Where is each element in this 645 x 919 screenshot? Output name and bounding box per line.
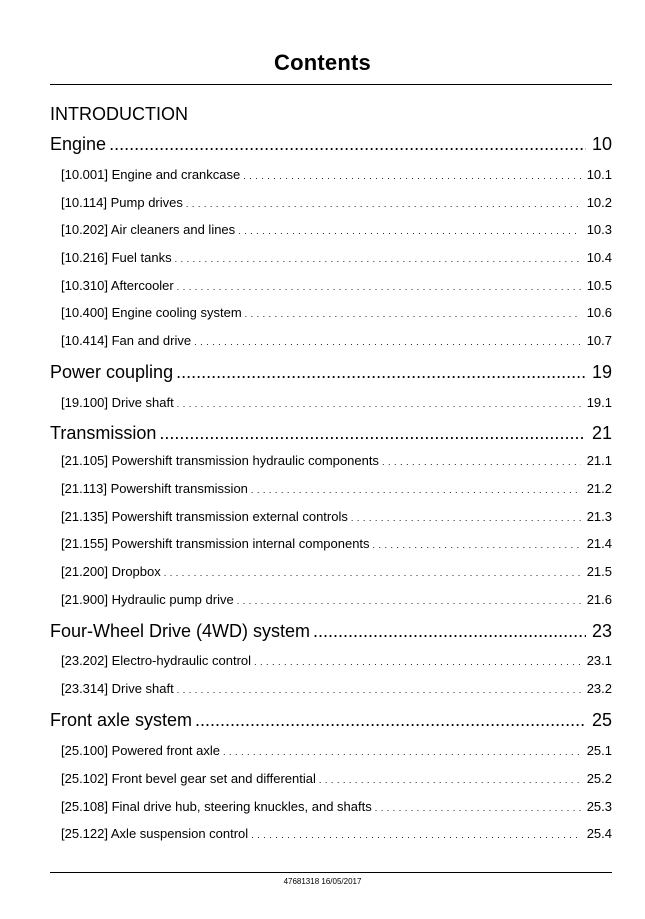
toc-entry[interactable] [61,395,612,410]
toc-entry-label: [21.155] Powershift transmission internal components [61,536,370,551]
toc-entry[interactable] [61,743,612,758]
dot-leader [177,685,581,695]
bottom-divider [50,872,612,873]
toc-entry-label: [19.100] Drive shaft [61,395,174,410]
toc-section-page: 23 [591,621,612,641]
toc-entry-page: 21.3 [586,509,612,524]
dot-leader [351,513,581,523]
page-title: Contents [274,50,371,75]
toc-entry-page: 10.4 [586,250,612,265]
toc-entry-page: 10.3 [586,222,612,237]
toc-entry[interactable] [61,305,612,320]
toc-entry-page: 25.3 [586,799,612,814]
toc-section-4wd-system[interactable] [50,621,612,642]
toc-entry[interactable] [61,195,612,210]
toc-section-front-axle-system[interactable] [50,710,612,731]
toc-entry-label: [10.202] Air cleaners and lines [61,222,236,237]
toc-entry[interactable] [61,167,612,182]
dot-leader [223,747,581,757]
toc-entry[interactable] [61,481,612,496]
dot-leader [109,134,586,155]
top-divider [50,84,612,85]
toc-section-engine[interactable] [50,134,612,155]
toc-entry-page: 10.2 [586,195,612,210]
toc-entry[interactable] [61,222,612,237]
dot-leader [237,596,581,606]
toc-section-page: 25 [591,710,612,730]
toc-entry-page: 21.4 [586,536,612,551]
toc-entry[interactable] [61,333,612,348]
toc-entry-label: [23.314] Drive shaft [61,681,174,696]
toc-entry-label: [21.900] Hydraulic pump drive [61,592,234,607]
toc-entry-page: 10.1 [586,167,612,182]
toc-entry-label: [21.105] Powershift transmission hydraulic components [61,453,379,468]
toc-entry-label: [10.414] Fan and drive [61,333,192,348]
toc-entry-page: 10.6 [586,305,612,320]
dot-leader [238,226,581,236]
intro-heading: INTRODUCTION [50,104,188,124]
dot-leader [319,775,581,785]
toc-entry[interactable] [61,771,612,786]
dot-leader [195,710,586,731]
toc-entry-label: [25.100] Powered front axle [61,743,220,758]
toc-entry[interactable] [61,250,612,265]
toc-section-page: 19 [591,362,612,382]
toc-section-transmission[interactable] [50,423,612,444]
toc-entry[interactable] [61,592,612,607]
toc-entry-label: [21.113] Powershift transmission [61,481,248,496]
toc-entry-page: 21.2 [586,481,612,496]
dot-leader [251,830,581,840]
dot-leader [186,199,581,209]
toc-entry-page: 25.4 [586,826,612,841]
toc-entry-page: 25.1 [586,743,612,758]
toc-entry-label: [25.122] Axle suspension control [61,826,249,841]
toc-entry-page: 10.5 [586,278,612,293]
toc-section-label: Engine [50,134,107,154]
toc-section-page: 21 [591,423,612,443]
toc-entry-label: [23.202] Electro-hydraulic control [61,653,252,668]
toc-section-label: Four-Wheel Drive (4WD) system [50,621,311,641]
toc-section-label: Power coupling [50,362,174,382]
dot-leader [159,423,586,444]
toc-entry-label: [10.216] Fuel tanks [61,250,172,265]
dot-leader [175,254,581,264]
toc-entry-page: 25.2 [586,771,612,786]
toc-section-label: Front axle system [50,710,193,730]
toc-entry-page: 23.2 [586,681,612,696]
dot-leader [176,362,586,383]
toc-entry-page: 23.1 [586,653,612,668]
toc-entry-page: 19.1 [586,395,612,410]
dot-leader [164,568,581,578]
dot-leader [243,171,580,181]
toc-entry-page: 21.5 [586,564,612,579]
toc-entry[interactable] [61,278,612,293]
toc-entry[interactable] [61,564,612,579]
dot-leader [177,399,581,409]
toc-entry-label: [10.114] Pump drives [61,195,183,210]
toc-entry[interactable] [61,536,612,551]
toc-entry[interactable] [61,453,612,468]
toc-entry[interactable] [61,653,612,668]
toc-section-page: 10 [591,134,612,154]
toc-entry[interactable] [61,509,612,524]
dot-leader [251,485,581,495]
toc-entry-label: [10.001] Engine and crankcase [61,167,241,182]
dot-leader [194,337,581,347]
dot-leader [382,457,581,467]
toc-entry[interactable] [61,826,612,841]
dot-leader [254,657,581,667]
toc-entry-label: [10.310] Aftercooler [61,278,174,293]
toc-entry-label: [21.135] Powershift transmission external controls [61,509,348,524]
toc-section-power-coupling[interactable] [50,362,612,383]
footer-doc-id: 47681318 16/05/2017 [283,877,362,886]
toc-section-label: Transmission [50,423,157,443]
toc-entry-page: 21.6 [586,592,612,607]
dot-leader [245,309,581,319]
toc-entry[interactable] [61,799,612,814]
toc-entry[interactable] [61,681,612,696]
toc-entry-label: [10.400] Engine cooling system [61,305,242,320]
toc-entry-label: [25.102] Front bevel gear set and differential [61,771,316,786]
toc-entry-page: 21.1 [586,453,612,468]
dot-leader [373,540,581,550]
toc-entry-page: 10.7 [586,333,612,348]
toc-entry-label: [25.108] Final drive hub, steering knuckles, and shafts [61,799,372,814]
dot-leader [375,803,581,813]
dot-leader [177,282,581,292]
toc-entry-label: [21.200] Dropbox [61,564,161,579]
dot-leader [313,621,586,642]
